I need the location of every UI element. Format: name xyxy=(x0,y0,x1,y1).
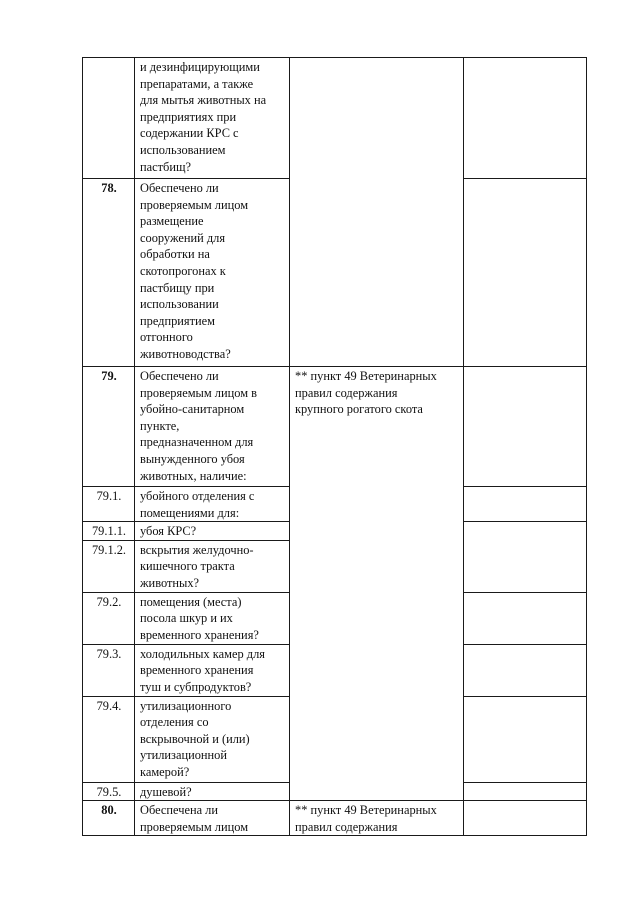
row-number: 79.1.2. xyxy=(83,540,135,592)
row-question: убоя КРС? xyxy=(135,522,290,541)
row-question: Обеспечено ли проверяемым лицом размещение сооружений для обработки на скотопрогонах к пастбищу при использовании предприятием отгонного животноводства? xyxy=(135,179,290,367)
row-number: 79.5. xyxy=(83,782,135,801)
row-answer-cell xyxy=(464,522,587,541)
row-answer-cell xyxy=(464,367,587,487)
row-answer-cell xyxy=(464,58,587,179)
row-question: помещения (места) посола шкур и их временного хранения? xyxy=(135,592,290,644)
row-answer-cell xyxy=(464,801,587,836)
row-number: 79.1.1. xyxy=(83,522,135,541)
row-reference: ** пункт 49 Ветеринарных правил содержания крупного рогатого скота xyxy=(290,367,464,801)
row-question: вскрытия желудочно- кишечного тракта животных? xyxy=(135,540,290,592)
row-number: 80. xyxy=(83,801,135,836)
row-answer-cell xyxy=(464,487,587,522)
row-question: Обеспечено ли проверяемым лицом в убойно-санитарном пункте, предназначенном для вынужденного убоя животных, наличие: xyxy=(135,367,290,487)
row-question: холодильных камер для временного хранения туш и субпродуктов? xyxy=(135,644,290,696)
row-number: 79.2. xyxy=(83,592,135,644)
row-number xyxy=(83,58,135,179)
row-number: 79. xyxy=(83,367,135,487)
table-row xyxy=(83,801,587,836)
row-reference xyxy=(290,58,464,367)
row-answer-cell xyxy=(464,696,587,782)
row-reference: ** пункт 49 Ветеринарных правил содержания xyxy=(290,801,464,836)
row-number: 79.1. xyxy=(83,487,135,522)
table-row xyxy=(83,367,587,487)
row-answer-cell xyxy=(464,179,587,367)
row-number: 79.4. xyxy=(83,696,135,782)
row-question: утилизационного отделения со вскрывочной и (или) утилизационной камерой? xyxy=(135,696,290,782)
row-question: Обеспечена ли проверяемым лицом xyxy=(135,801,290,836)
row-number: 78. xyxy=(83,179,135,367)
checklist-table xyxy=(82,57,587,836)
row-answer-cell xyxy=(464,644,587,696)
row-answer-cell xyxy=(464,540,587,592)
row-number: 79.3. xyxy=(83,644,135,696)
row-question: душевой? xyxy=(135,782,290,801)
table-row xyxy=(83,58,587,179)
row-answer-cell xyxy=(464,592,587,644)
row-answer-cell xyxy=(464,782,587,801)
row-question: убойного отделения с помещениями для: xyxy=(135,487,290,522)
row-question: и дезинфицирующими препаратами, а также для мытья животных на предприятиях при содержании КРС с использованием пастбищ? xyxy=(135,58,290,179)
